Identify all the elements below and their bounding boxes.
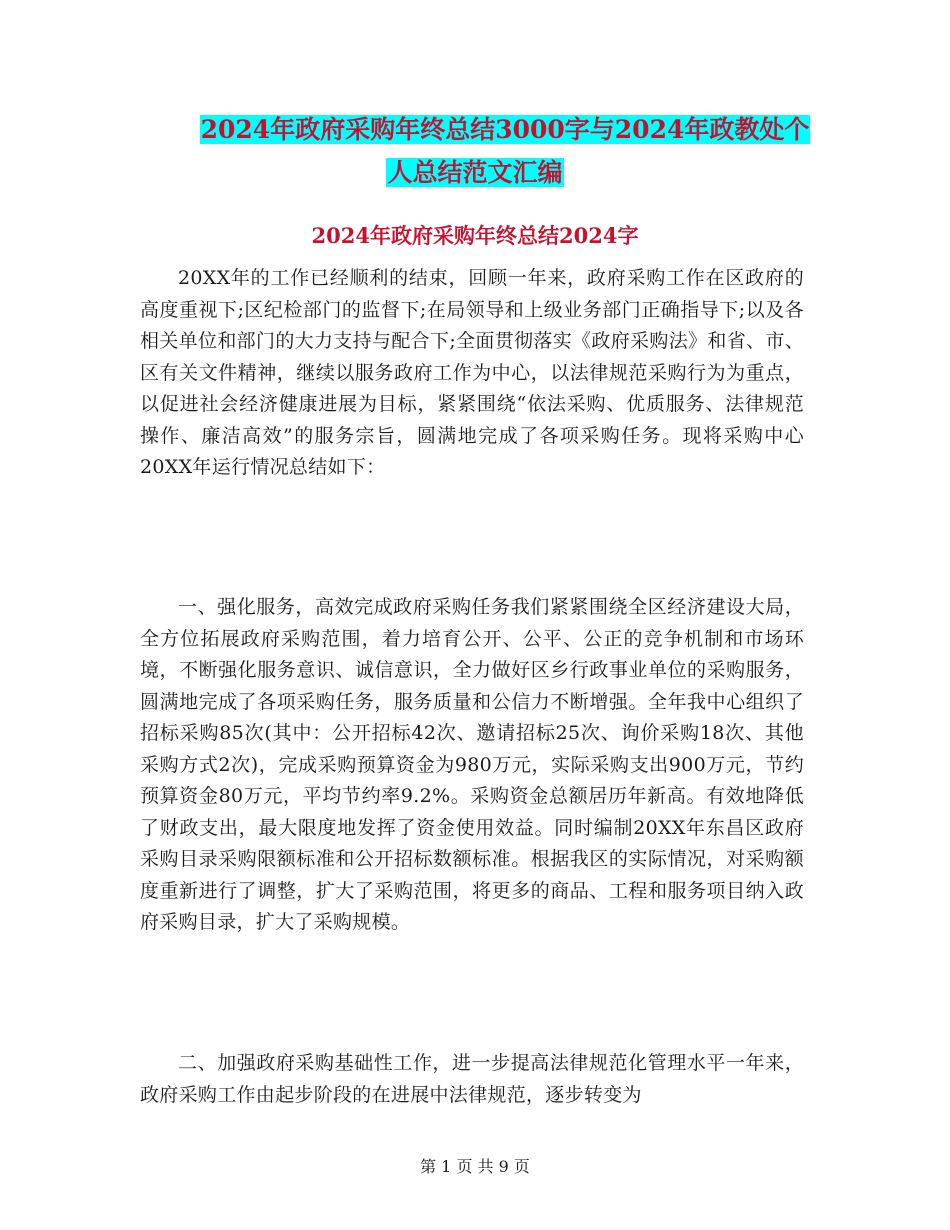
paragraph-text: 一、强化服务，高效完成政府采购任务我们紧紧围绕全区经济建设大局，全方位拓展政府采购范围，着力培育公开、公平、公正的竞争机制和市场环境，不断强化服务意识、诚信意识，全力做好区乡行政事业单位的采购服务，圆满地完成了各项采购任务，服务质量和公信力不断增强。全年我中心组织了招标采购85次(其中：公开招标42次、邀请招标25次、询价采购18次、其他采购方式2次)，完成采购预算资金为980万元，实际采购支出900万元，节约预算资金80万元，平均节约率9.2%。采购资金总额居历年新高。有效地降低了财政支出，最大限度地发挥了资金使用效益。同时编制20XX年东昌区政府采购目录采购限额标准和公开招标数额标准。根据我区的实际情况，对采购额度重新进行了调整，扩大了采购范围，将更多的商品、工程和服务项目纳入政府采购目录，扩大了采购规模。: [140, 596, 804, 933]
section-heading: 2024年政府采购年终总结2024字: [311, 223, 639, 248]
page-footer: 第 1 页 共 9 页: [420, 1157, 530, 1176]
paragraph-service: [140, 592, 804, 939]
paragraph-text: 二、加强政府采购基础性工作，进一步提高法律规范化管理水平一年来，政府采购工作由起步阶段的在进展中法律规范，逐步转变为: [140, 1052, 804, 1106]
document-title-line-1: 2024年政府采购年终总结3000字与2024年政教处个: [200, 115, 810, 144]
paragraph-text: 20XX年的工作已经顺利的结束，回顾一年来，政府采购工作在区政府的高度重视下;区纪检部门的监督下;在局领导和上级业务部门正确指导下;以及各相关单位和部门的大力支持与配合下;全面贯彻落实《政府采购法》和省、市、区有关文件精神，继续以服务政府工作为中心，以法律规范采购行为为重点，以促进社会经济健康进展为目标，紧紧围绕“依法采购、优质服务、法律规范操作、廉洁高效”的服务宗旨，圆满地完成了各项采购任务。现将采购中心20XX年运行情况总结如下：: [140, 267, 804, 478]
paragraph-basic-work: [140, 1048, 804, 1111]
paragraph-intro: [140, 263, 804, 484]
document-title-line-2: 人总结范文汇编: [387, 158, 563, 187]
